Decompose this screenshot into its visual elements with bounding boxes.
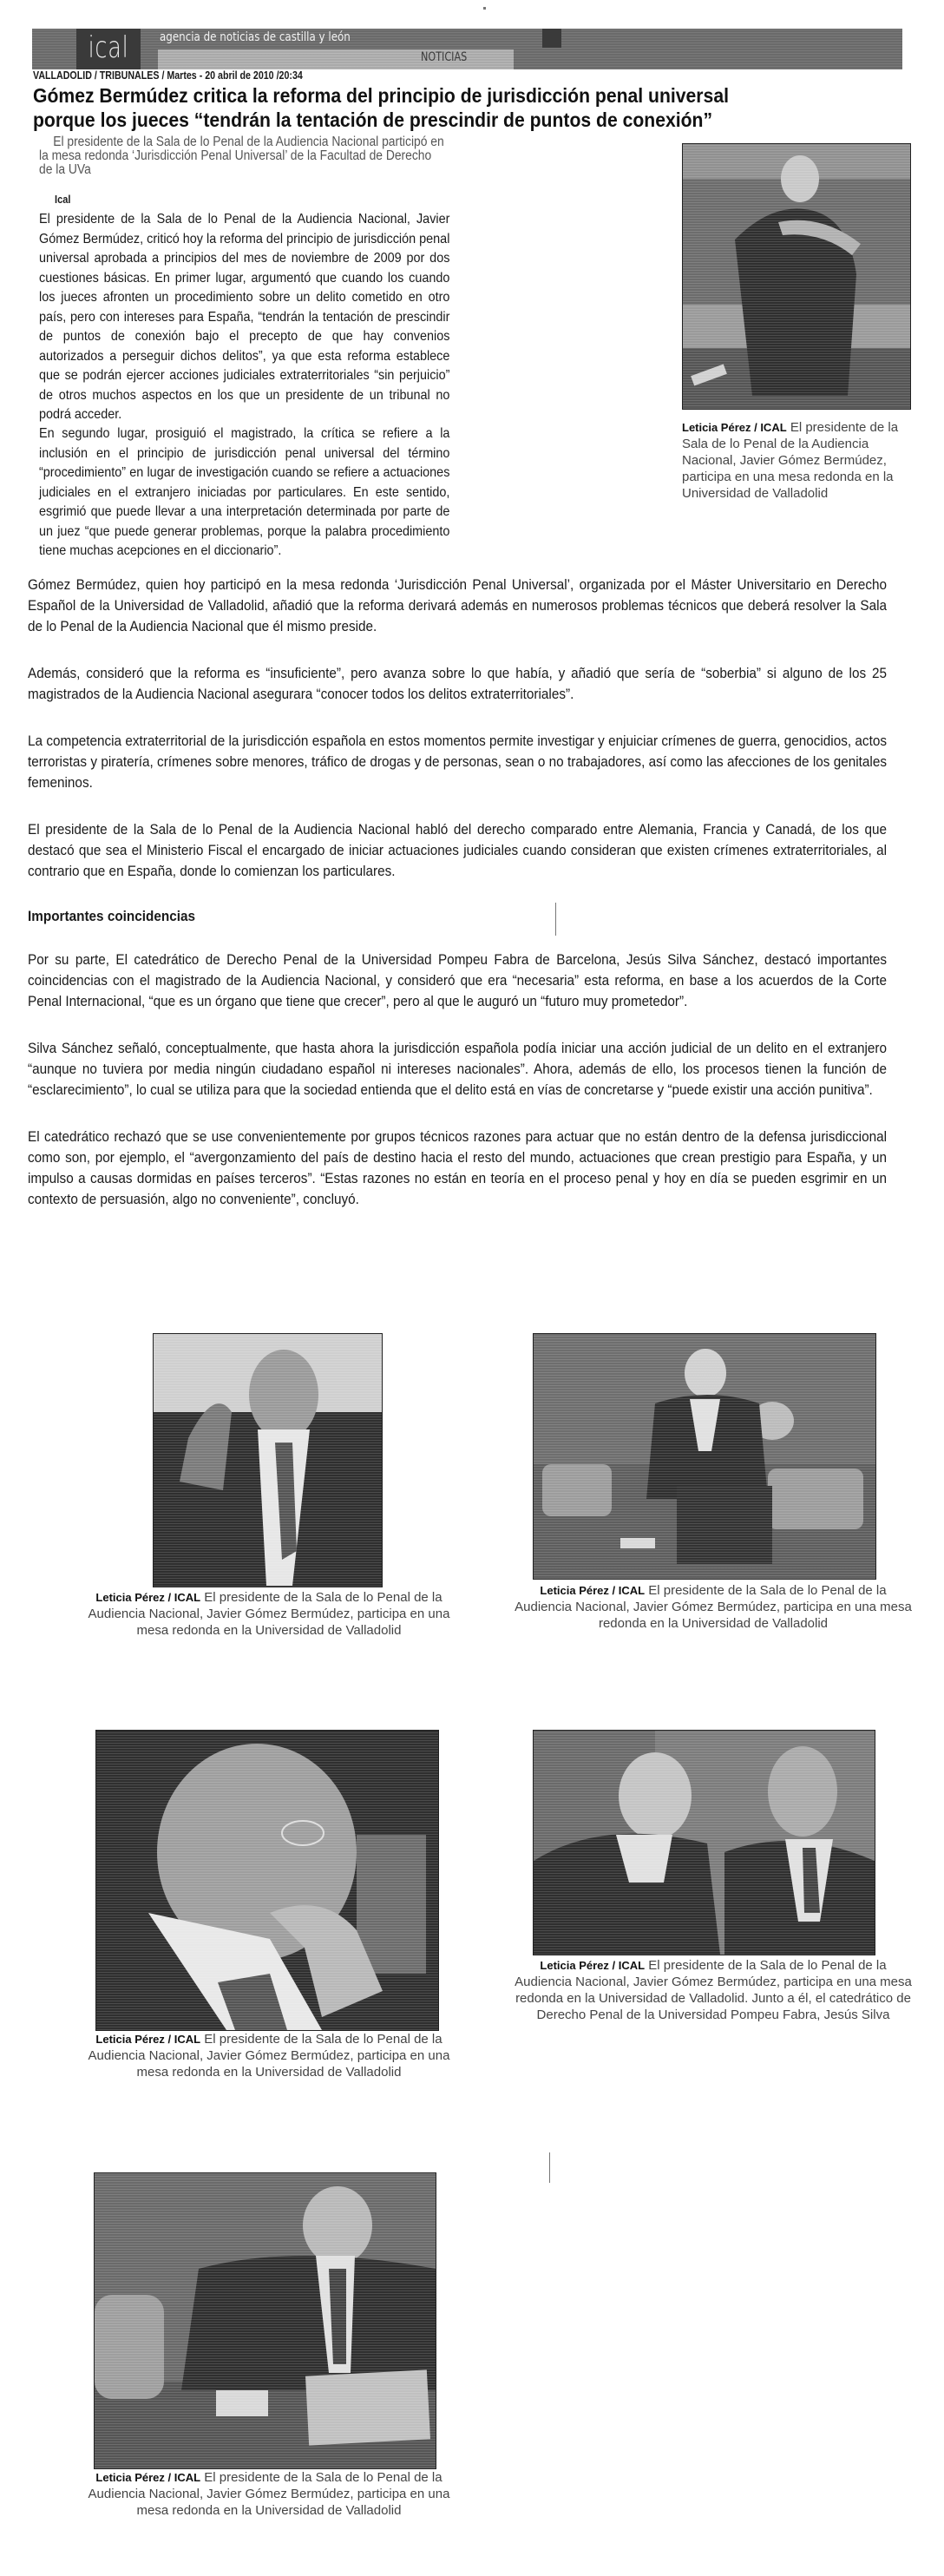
scan-artifact <box>483 7 486 10</box>
body-paragraph: El presidente de la Sala de lo Penal de la Audiencia Nacional habló del derecho comparado entre Alemania, Francia y Canadá, de los que destacó que sea el Ministerio Fiscal el encargado de iniciar actuaciones judiciales cuando consideran que existen crímenes extraterritoriales, al contrario que en España, donde lo comienzan los particulares. <box>28 821 887 879</box>
article-body <box>28 575 887 1236</box>
photo-caption <box>514 1957 913 2023</box>
body-paragraph: En segundo lugar, prosiguió el magistrado, la crítica se refiere a la inclusión en el principio de jurisdicción penal universal del término “procedimiento” en lugar de investigación cuando se refiere a actuaciones judiciales en el extranjero iniciadas por particulares. En este sentido, esgrimió que puede llevar a una interpretación determinada por parte de un juez “que puede generar problemas, porque la palabra procedimiento tiene muchas acepciones en el diccionario”. <box>39 426 450 558</box>
agency-banner <box>32 29 902 69</box>
body-paragraph: Además, consideró que la reforma es “insuficiente”, pero avanza sobre lo que había, y añadió que sería de “soberbia” si alguno de los 25 magistrados de la Audiencia Nacional asegurara “conocer todos los delitos extraterritoriales”. <box>28 665 887 702</box>
dateline: VALLADOLID / TRIBUNALES / Martes - 20 abril de 2010 /20:34 <box>33 69 303 82</box>
banner-decoration <box>542 29 561 48</box>
body-paragraph: El catedrático rechazó que se use convenientemente por grupos técnicos razones para actuar que no están dentro de la defensa jurisdiccional como son, por ejemplo, el “avergonzamiento del país de destino hacia el resto del mundo, actuaciones que crean prestigio para España, y un impulso a causas dormidas en países terceros”. “Estas razones no están en teoría en el proceso penal y hoy en día se pueden esgrimir en un contexto de persuasión, algo no conveniente”, concluyó. <box>28 1128 887 1207</box>
photo-credit: Leticia Pérez / ICAL <box>95 1591 201 1604</box>
byline: Ical <box>55 193 71 206</box>
photo-caption <box>82 2469 456 2519</box>
caption-text: El presidente de la Sala de lo Penal de la Audiencia Nacional, Javier Gómez Bermúdez, participa en una mesa redonda en la Universidad de Valladolid <box>88 1590 450 1638</box>
photo-credit: Leticia Pérez / ICAL <box>682 421 787 434</box>
photo-caption <box>82 1589 456 1639</box>
lead-summary: El presidente de la Sala de lo Penal de la Audiencia Nacional participó en la mesa redonda ‘Jurisdicción Penal Universal’ de la Facultad de Derecho de la UVa <box>39 135 444 177</box>
photo-credit: Leticia Pérez / ICAL <box>540 1959 646 1972</box>
headline <box>33 83 879 132</box>
body-paragraph: El presidente de la Sala de lo Penal de la Audiencia Nacional, Javier Gómez Bermúdez, criticó hoy la reforma del principio de jurisdicción penal universal aprobada a principios del mes de noviembre de 2009 por dos cuestiones básicas. En primer lugar, argumentó que cuando los cuando los jueces afronten un procedimiento sobre un delito cometido en otro país, pero con intereses para España, “tendrán la tentación de prescindir de puntos de conexión bajo el precepto de que hay convenios autorizados a perseguir dichos delitos”, ya que esta reforma establece que se podrán ejercer acciones judiciales extraterritoriales “sin perjuicio” de otros muchos aspectos en los que un presidente de un tribunal no podrá acceder. <box>39 212 450 422</box>
ical-logo: ical <box>88 30 129 65</box>
caption-text: El presidente de la Sala de lo Penal de la Audiencia Nacional, Javier Gómez Bermúdez, participa en una mesa redonda en la Universidad de Valladolid <box>682 420 899 501</box>
caption-text: El presidente de la Sala de lo Penal de la Audiencia Nacional, Javier Gómez Bermúdez, participa en una mesa redonda en la Universidad de Valladolid <box>88 2032 450 2080</box>
agency-tagline: agencia de noticias de castilla y león <box>160 30 351 44</box>
scan-artifact <box>555 903 556 936</box>
caption-text: El presidente de la Sala de lo Penal de la Audiencia Nacional, Javier Gómez Bermúdez, participa en una mesa redonda en la Universidad de Valladolid <box>88 2470 450 2518</box>
photo-caption <box>514 1582 913 1632</box>
photo-portrait-hand-on-chin <box>95 1730 439 2031</box>
photo-two-men-talking <box>533 1730 875 1955</box>
caption-text: El presidente de la Sala de lo Penal de la Audiencia Nacional, Javier Gómez Bermúdez, participa en una mesa redonda en la Universidad de Valladolid. Junto a él, el catedrático de Derecho Penal de la Universidad Pompeu Fabra, Jesús Silva <box>515 1958 912 2022</box>
section-label: NOTICIAS <box>421 50 468 64</box>
logo-box <box>76 29 141 69</box>
body-paragraph: Silva Sánchez señaló, conceptualmente, que hasta ahora la jurisdicción española podía iniciar una acción judicial de un delito en el extranjero “aunque no tuviera por media ningún ciudadano español ni intereses nacionales”. Ahora, además de ello, los procesos tienen la función de “esclarecimiento”, lo cual se utiliza para que la sociedad entienda que el delito está en vías de concretarse y “puede existir una acción punitiva”. <box>28 1040 887 1098</box>
photo-credit: Leticia Pérez / ICAL <box>540 1584 646 1597</box>
scan-artifact <box>549 2152 550 2183</box>
photo-man-seated-at-desk <box>94 2172 436 2469</box>
photo-caption <box>682 419 916 502</box>
photo-man-at-table-with-briefcase <box>533 1333 876 1580</box>
photo-man-seated-with-briefcase <box>682 143 911 410</box>
body-paragraph: Por su parte, El catedrático de Derecho Penal de la Universidad Pompeu Fabra de Barcelona, Jesús Silva Sánchez, destacó importantes coincidencias con el magistrado de la Audiencia Nacional, y consideró que era “necesaria” esta reforma, en base a los acuerdos de la Corte Penal Internacional, “que es un órgano que tiene que crecer”, pero al que le auguró un “futuro muy prometedor”. <box>28 951 887 1009</box>
photo-credit: Leticia Pérez / ICAL <box>95 2033 201 2046</box>
photo-credit: Leticia Pérez / ICAL <box>95 2471 201 2484</box>
photo-man-on-phone <box>153 1333 383 1587</box>
headline-line-1: Gómez Bermúdez critica la reforma del principio de jurisdicción penal universal <box>33 84 729 107</box>
body-paragraph: Gómez Bermúdez, quien hoy participó en la mesa redonda ‘Jurisdicción Penal Universal’, organizada por el Máster Universitario en Derecho Español de la Universidad de Valladolid, añadió que la reforma derivará además en numerosos problemas técnicos que deberá resolver la Sala de lo Penal de la Audiencia Nacional que él mismo preside. <box>28 576 887 634</box>
body-paragraph: La competencia extraterritorial de la jurisdicción española en estos momentos permite investigar y enjuiciar crímenes de guerra, genocidios, actos terroristas y piratería, crímenes sobre menores, tráfico de drogas y de personas, sean o no trabajadores, así como las afecciones de los genitales femeninos. <box>28 733 887 791</box>
caption-text: El presidente de la Sala de lo Penal de la Audiencia Nacional, Javier Gómez Bermúdez, participa en una mesa redonda en la Universidad de Valladolid <box>515 1583 912 1631</box>
photo-caption <box>82 2031 456 2080</box>
headline-line-2: porque los jueces “tendrán la tentación de prescindir de puntos de conexión” <box>33 108 713 131</box>
subheading: Importantes coincidencias <box>28 908 196 924</box>
